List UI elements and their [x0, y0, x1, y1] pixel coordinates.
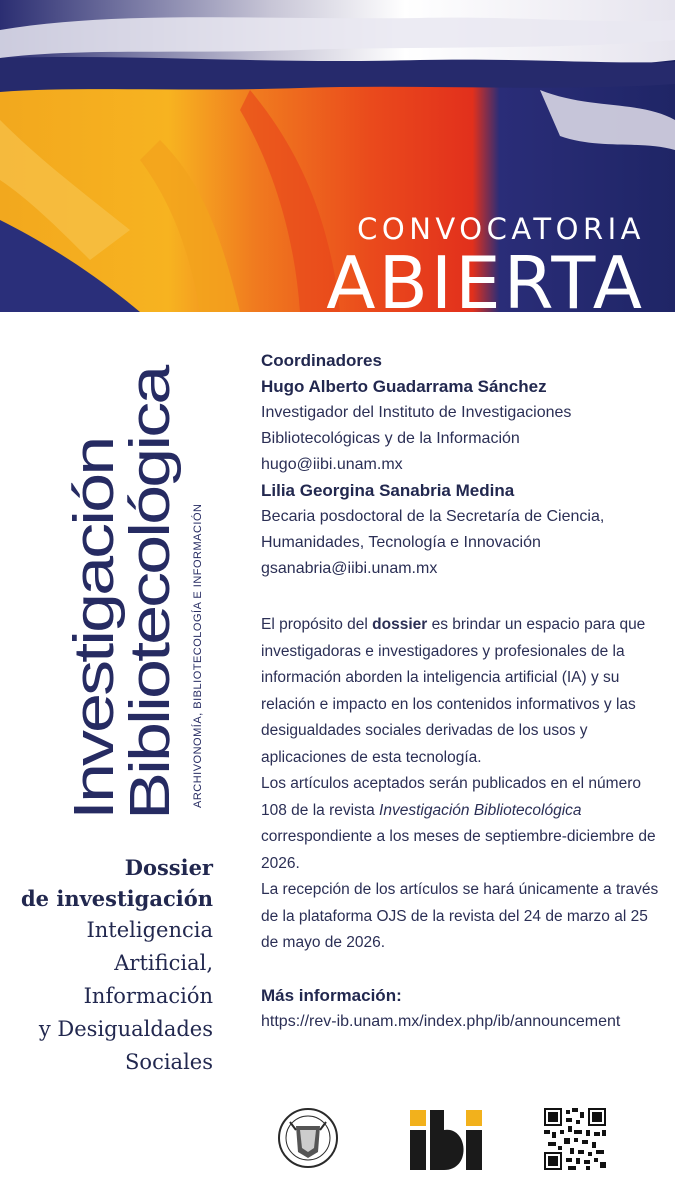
hero-banner — [0, 0, 675, 312]
dossier-topic-3: Información — [83, 984, 213, 1008]
coordinator-2-role-2: Humanidades, Tecnología e Innovación — [261, 534, 541, 551]
more-info-link[interactable]: https://rev-ib.unam.mx/index.php/ib/announcement — [261, 1012, 621, 1030]
purpose-paragraph: El propósito del dossier es brindar un espacio para que investigadoras e investigadores y profesionales de la información aborden la inteligencia artificial (IA) y su relación e impacto en los contenidos informativos y las desigualdades sociales derivadas de los usos y aplicaciones de esta tecnología. — [261, 616, 646, 766]
hero-kicker: CONVOCATORIA — [357, 212, 645, 246]
dossier-topic-2: Artificial, — [114, 951, 213, 975]
dossier-title-block — [21, 852, 213, 1079]
logo-subtitle: ARCHIVONOMÍA, BIBLIOTECOLOGÍA E INFORMACIÓN — [192, 503, 204, 808]
unam-seal-icon — [276, 1104, 340, 1174]
reception-paragraph: La recepción de los artículos se hará únicamente a través de la plataforma OJS de la revista del 24 de marzo al 25 de mayo de 2026. — [261, 881, 659, 951]
coordinator-2-role-1: Becaria posdoctoral de la Secretaría de Ciencia, — [261, 508, 605, 525]
footer-logos — [0, 1100, 675, 1180]
coordinator-1-name: Hugo Alberto Guadarrama Sánchez — [261, 377, 547, 396]
coordinator-2-email[interactable]: gsanabria@iibi.unam.mx — [261, 560, 438, 577]
ibi-logo-icon — [408, 1108, 484, 1172]
logo-word-bibliotecologica: Bibliotecológica — [118, 367, 182, 820]
coordinators-heading: Coordinadores — [261, 351, 382, 370]
coordinator-1-email[interactable]: hugo@iibi.unam.mx — [261, 456, 403, 473]
qr-code-icon[interactable] — [544, 1108, 606, 1170]
more-info-heading: Más información: — [261, 985, 402, 1005]
logo-word-investigacion: Investigación — [62, 438, 126, 820]
dossier-topic-1: Inteligencia — [86, 918, 213, 942]
dossier-line-1: Dossier — [124, 855, 213, 880]
dossier-topic-4: y Desigualdades — [38, 1017, 213, 1041]
coordinator-1-role-2: Bibliotecológicas y de la Información — [261, 430, 520, 447]
dossier-topic-5: Sociales — [125, 1050, 213, 1074]
dossier-line-2: de investigación — [21, 886, 213, 911]
coordinator-1-role-1: Investigador del Instituto de Investigaciones — [261, 404, 572, 421]
content-column — [261, 348, 661, 1035]
coordinator-2-name: Lilia Georgina Sanabria Medina — [261, 481, 515, 500]
hero-title: ABIERTA — [326, 246, 645, 312]
journal-logo — [62, 352, 216, 820]
publication-paragraph: Los artículos aceptados serán publicados en el número 108 de la revista Investigación Bibliotecológica correspondiente a los meses de septiembre-diciembre de 2026. — [261, 775, 656, 872]
